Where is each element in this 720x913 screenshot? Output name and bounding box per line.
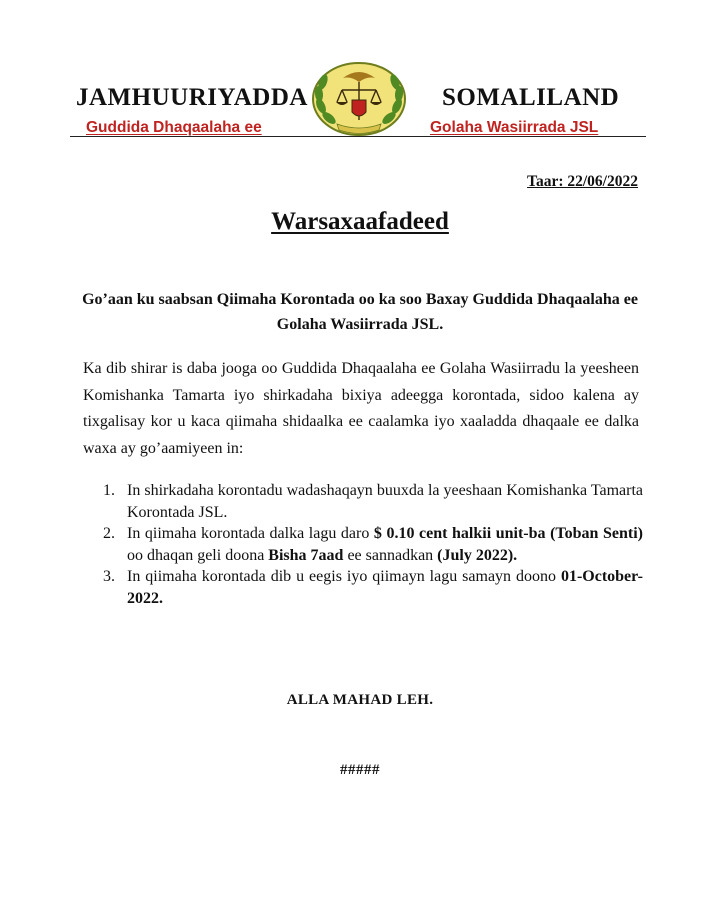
- list-item: [103, 523, 643, 566]
- list-item-text: In qiimaha korontada dib u eegis iyo qiimayn lagu samayn doono: [127, 568, 561, 585]
- list-item-number: 1.: [103, 482, 115, 499]
- list-item-text: In shirkadaha korontadu wadashaqayn buuxda la yeeshaan Komishanka Tamarta Korontada JSL.: [127, 482, 643, 521]
- list-item-text: In qiimaha korontada dalka lagu daro: [127, 525, 374, 542]
- header-right-subtitle: Golaha Wasiirrada JSL: [430, 119, 599, 136]
- document-subject: Go’aan ku saabsan Qiimaha Korontada oo ka soo Baxay Guddida Dhaqaalaha ee Golaha Wasiirrada JSL.: [82, 291, 638, 333]
- national-seal-icon: [309, 60, 409, 138]
- list-item-text: oo dhaqan geli doona: [127, 546, 269, 564]
- list-item: [103, 566, 643, 609]
- list-item-text: ee sannadkan: [343, 546, 438, 564]
- list-item-number: 3.: [103, 568, 115, 585]
- document-title: Warsaxaafadeed: [271, 208, 449, 235]
- list-item-bold-text: (July 2022).: [437, 546, 518, 564]
- header-divider: [70, 136, 646, 137]
- header-left-title: JAMHUURIYADDA: [76, 84, 308, 111]
- list-item-bold-text: 01-October-2022.: [127, 568, 643, 607]
- decision-list: [103, 480, 643, 609]
- list-item: [103, 480, 643, 523]
- list-item-bold-text: $ 0.10 cent halkii unit-ba (Toban Senti): [373, 525, 643, 542]
- header-right-title: SOMALILAND: [442, 84, 620, 111]
- intro-paragraph: Ka dib shirar is daba jooga oo Guddida Dhaqaalaha ee Golaha Wasiirradu la yeesheen Komishanka Tamarta iyo shirkadaha bixiya adeegga korontada, sidoo kalena ay tixgalisay kor u kaca qiimaha shidaalka ee caalamka iyo xaaladda dhaqaale ee dalka waxa ay go’aamiyeen in:: [83, 360, 639, 457]
- header-left-subtitle: Guddida Dhaqaalaha ee: [86, 119, 262, 136]
- end-mark: #####: [340, 762, 380, 778]
- closing-line: ALLA MAHAD LEH.: [286, 692, 434, 708]
- document-date: Taar: 22/06/2022: [527, 173, 638, 190]
- list-item-number: 2.: [103, 525, 115, 542]
- list-item-bold-text: Bisha 7aad: [268, 546, 344, 564]
